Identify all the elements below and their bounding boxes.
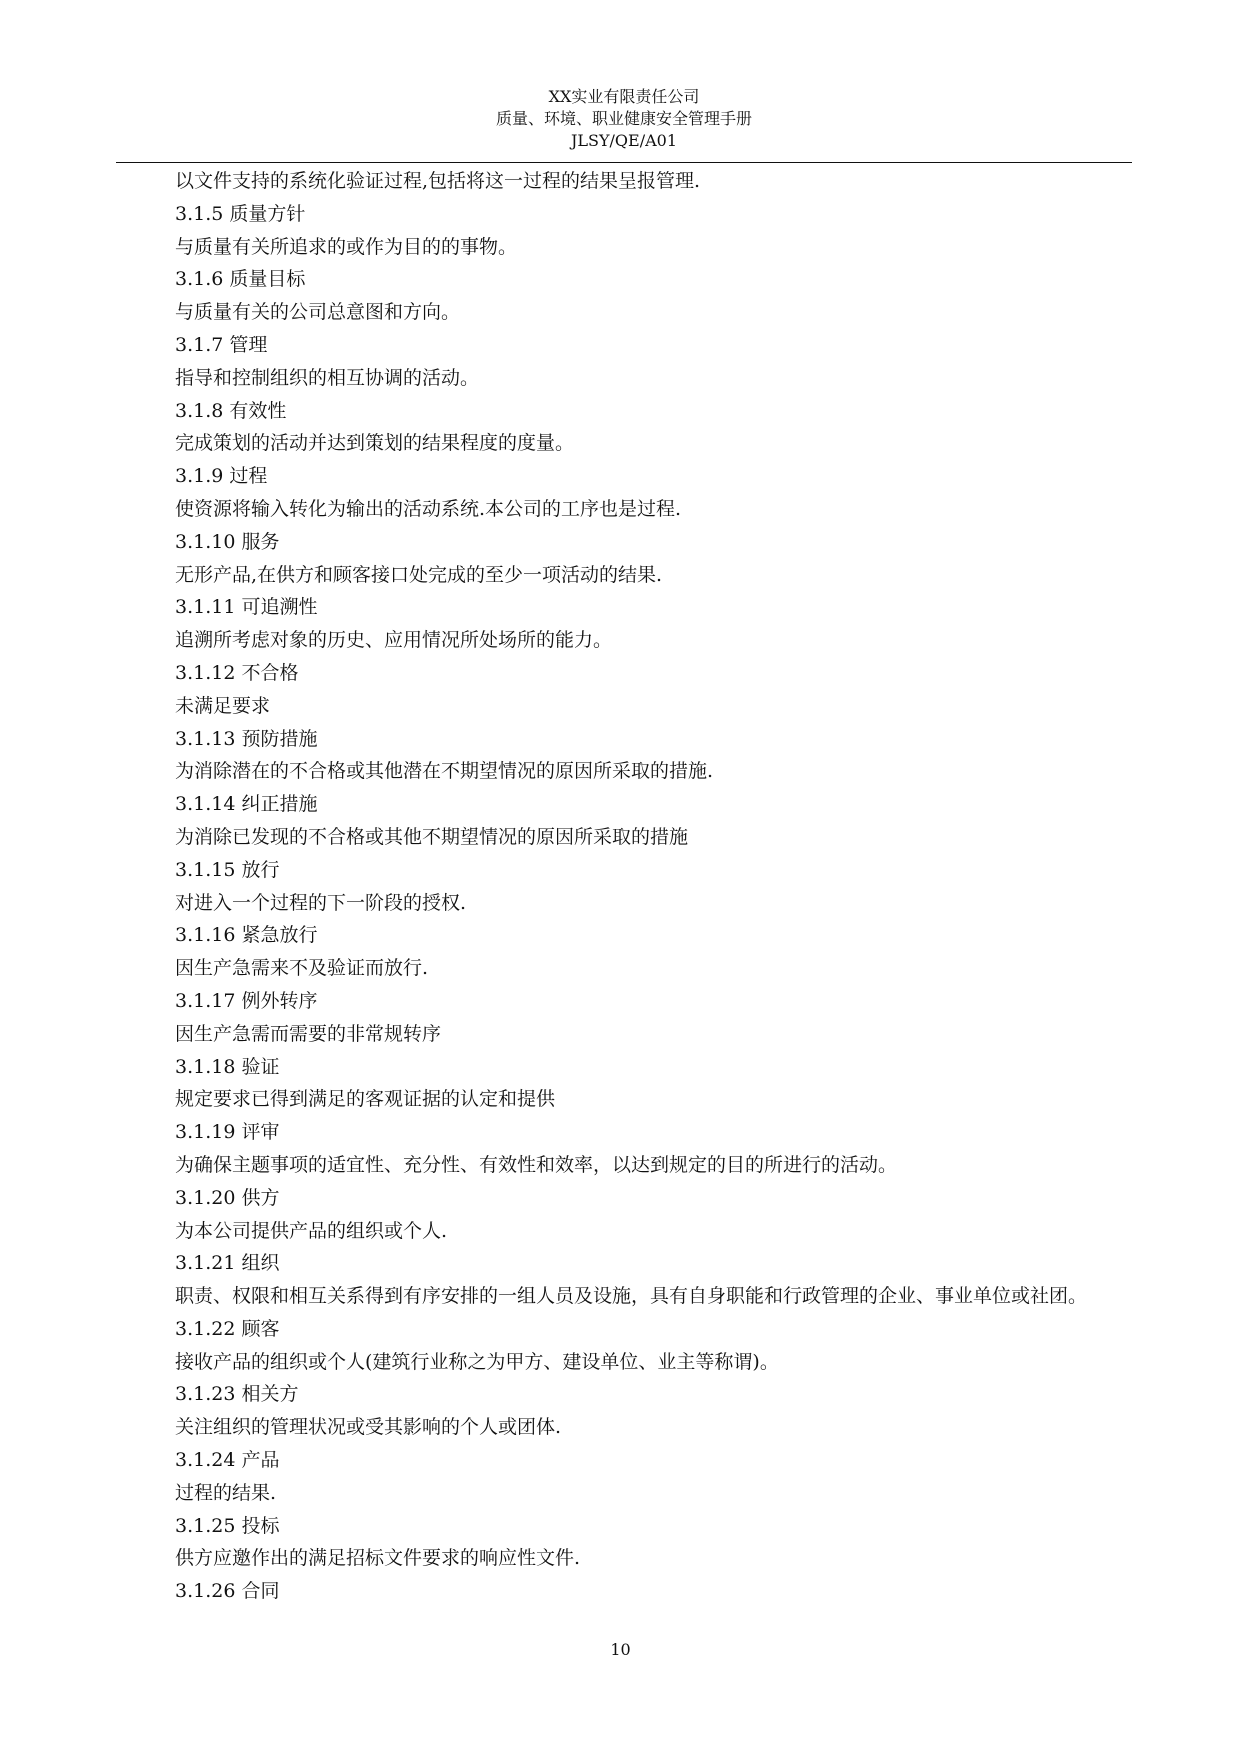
term-heading: 3.1.15 放行	[175, 858, 280, 881]
term-definition: 职责、权限和相互关系得到有序安排的一组人员及设施，具有自身职能和行政管理的企业、事业单位或社团。	[175, 1285, 1088, 1308]
term-definition: 因生产急需来不及验证而放行.	[175, 957, 429, 980]
document-body	[175, 165, 1135, 1608]
term-heading: 3.1.17 例外转序	[175, 989, 318, 1012]
term-heading: 3.1.7 管理	[175, 333, 268, 356]
term-heading: 3.1.8 有效性	[175, 399, 287, 422]
term-heading: 3.1.19 评审	[175, 1121, 280, 1144]
term-heading: 3.1.24 产品	[175, 1449, 280, 1472]
term-heading: 3.1.22 顾客	[175, 1317, 280, 1340]
term-heading-last: 3.1.26 合同	[175, 1580, 280, 1603]
term-definition: 因生产急需而需要的非常规转序	[175, 1022, 442, 1045]
term-definition: 未满足要求	[175, 694, 271, 717]
intro-line: 以文件支持的系统化验证过程,包括将这一过程的结果呈报管理.	[175, 170, 701, 192]
term-heading: 3.1.23 相关方	[175, 1383, 299, 1406]
term-definition: 接收产品的组织或个人(建筑行业称之为甲方、建设单位、业主等称谓)。	[175, 1350, 779, 1373]
term-definition: 对进入一个过程的下一阶段的授权.	[175, 891, 467, 914]
term-heading: 3.1.9 过程	[175, 465, 268, 488]
term-definition: 指导和控制组织的相互协调的活动。	[175, 366, 480, 389]
term-definition: 为消除潜在的不合格或其他潜在不期望情况的原因所采取的措施.	[175, 760, 714, 783]
term-definition: 过程的结果.	[175, 1481, 277, 1504]
term-heading: 3.1.18 验证	[175, 1055, 280, 1078]
term-definition: 为本公司提供产品的组织或个人.	[175, 1219, 448, 1242]
term-heading: 3.1.25 投标	[175, 1514, 280, 1537]
term-definition: 与质量有关的公司总意图和方向。	[175, 301, 461, 324]
term-heading: 3.1.20 供方	[175, 1186, 280, 1209]
term-definition: 追溯所考虑对象的历史、应用情况所处场所的能力。	[175, 629, 613, 652]
term-definition: 供方应邀作出的满足招标文件要求的响应性文件.	[175, 1547, 581, 1570]
term-definition: 完成策划的活动并达到策划的结果程度的度量。	[175, 432, 575, 455]
manual-title: 质量、环境、职业健康安全管理手册	[495, 109, 752, 128]
term-definition: 关注组织的管理状况或受其影响的个人或团体.	[175, 1416, 562, 1439]
company-name: XX实业有限责任公司	[548, 87, 700, 106]
term-definition: 使资源将输入转化为输出的活动系统.本公司的工序也是过程.	[175, 497, 682, 520]
term-definition: 与质量有关所追求的或作为目的的事物。	[175, 235, 518, 258]
page-number: 10	[610, 1640, 631, 1659]
term-heading: 3.1.6 质量目标	[175, 268, 306, 291]
page-header	[116, 86, 1132, 152]
term-definition: 为确保主题事项的适宜性、充分性、有效性和效率，以达到规定的目的所进行的活动。	[175, 1153, 898, 1176]
header-rule	[116, 162, 1132, 163]
term-definition: 无形产品,在供方和顾客接口处完成的至少一项活动的结果.	[175, 563, 663, 586]
term-definition: 规定要求已得到满足的客观证据的认定和提供	[175, 1088, 556, 1111]
term-heading: 3.1.13 预防措施	[175, 727, 318, 750]
term-heading: 3.1.14 纠正措施	[175, 793, 318, 816]
term-heading: 3.1.16 紧急放行	[175, 924, 318, 947]
term-heading: 3.1.11 可追溯性	[175, 596, 318, 619]
term-definition: 为消除已发现的不合格或其他不期望情况的原因所采取的措施	[175, 825, 689, 848]
term-heading: 3.1.10 服务	[175, 530, 280, 553]
term-heading: 3.1.5 质量方针	[175, 202, 306, 225]
term-heading: 3.1.21 组织	[175, 1252, 280, 1275]
document-code: JLSY/QE/A01	[570, 131, 678, 150]
term-heading: 3.1.12 不合格	[175, 661, 299, 684]
